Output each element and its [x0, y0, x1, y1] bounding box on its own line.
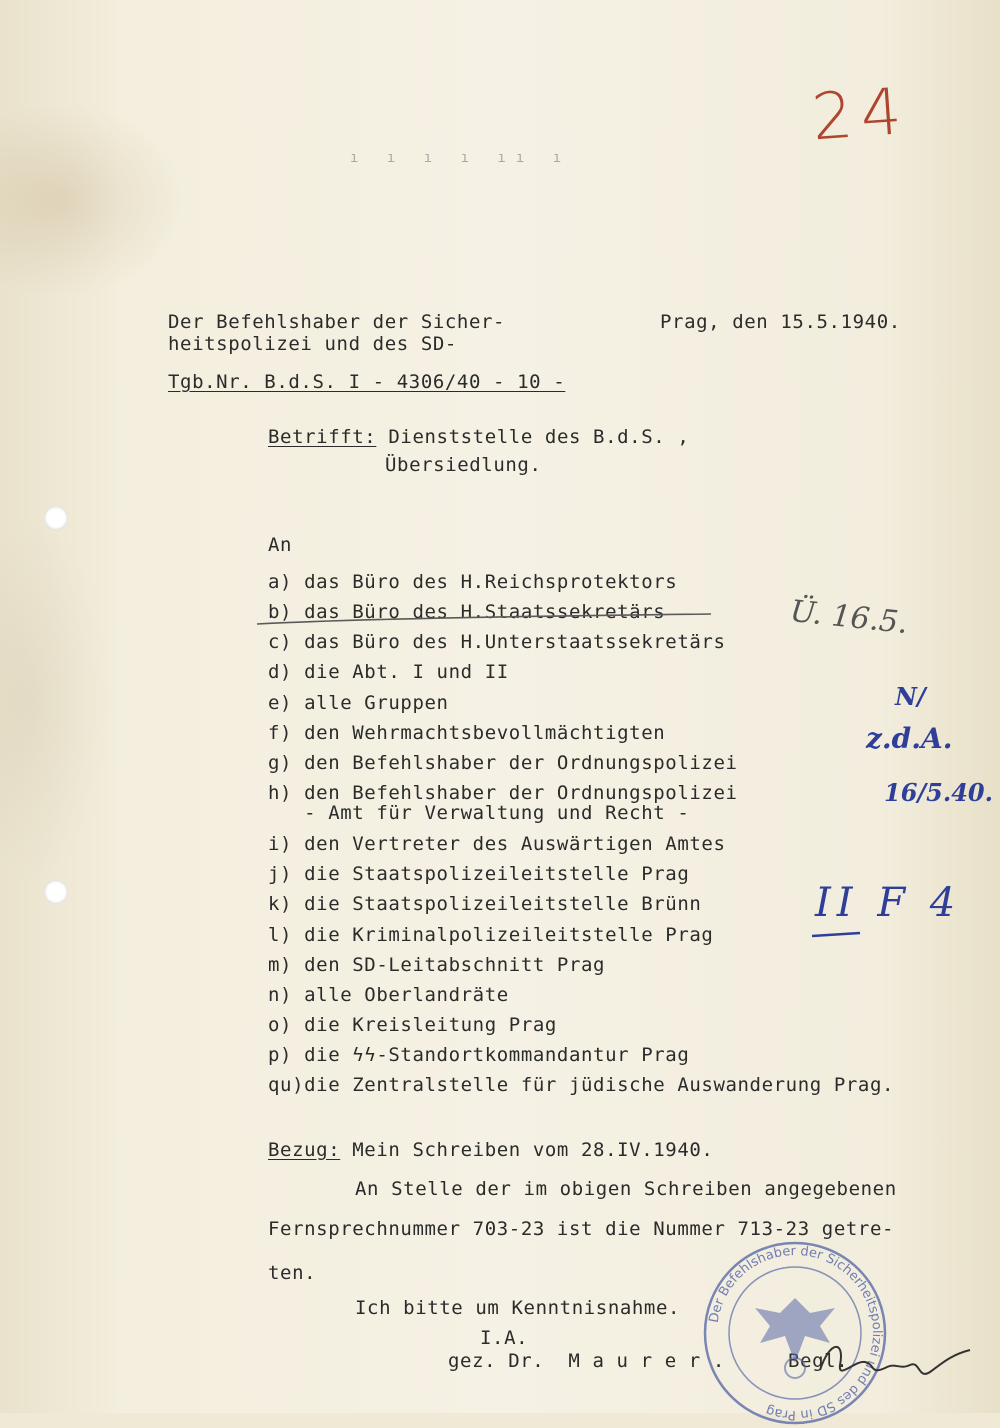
subject-label: Betrifft: [268, 426, 377, 448]
faded-marks: ı ı ı ı ıı ı [350, 150, 572, 166]
addressee-item: h) den Befehlshaber der Ordnungspolizei [268, 782, 738, 804]
addressee-item: qu)die Zentralstelle für jüdische Auswanderung Prag. [268, 1074, 895, 1096]
addressee-item: f) den Wehrmachtsbevollmächtigten [268, 722, 666, 744]
pencil-annotation: Ü. 16.5. [788, 593, 910, 642]
addressee-item: i) den Vertreter des Auswärtigen Amtes [268, 833, 726, 855]
addressee-item: m) den SD-Leitabschnitt Prag [268, 954, 606, 976]
sender-line-2: heitspolizei und des SD- [168, 333, 457, 355]
subject-line-2: Übersiedlung. [385, 454, 542, 476]
blue-annotation-1: N/ [895, 682, 926, 711]
reference-label: Bezug: [268, 1139, 341, 1161]
place-date: Prag, den 15.5.1940. [660, 311, 901, 333]
addressee-item: a) das Büro des H.Reichsprotektors [268, 571, 678, 593]
addressee-item: o) die Kreisleitung Prag [268, 1014, 557, 1036]
handwritten-signature [800, 1320, 980, 1400]
addressee-item: n) alle Oberlandräte [268, 984, 509, 1006]
addressee-item: b) das Büro des H.Staatssekretärs [268, 601, 666, 623]
punch-hole-top [44, 506, 68, 530]
body-line-2: Fernsprechnummer 703-23 ist die Nummer 713-23 getre- [268, 1218, 895, 1240]
addressee-item: d) die Abt. I und II [268, 661, 509, 683]
reference-number: Tgb.Nr. B.d.S. I - 4306/40 - 10 - [168, 371, 566, 393]
blue-file-underline [810, 928, 870, 942]
blue-annotation-3: 16/5.40. [884, 778, 993, 807]
addressee-item: g) den Befehlshaber der Ordnungspolizei [268, 752, 738, 774]
subject-text-1: Dienststelle des B.d.S. , [376, 426, 690, 448]
closing-signature: gez. Dr. M a u r e r . [448, 1350, 725, 1372]
sender-line-1: Der Befehlshaber der Sicher- [168, 311, 506, 333]
addressee-item: c) das Büro des H.Unterstaatssekretärs [268, 631, 726, 653]
stamp-text: Der Befehlshaber der Sicherheitspolizei und des SD in Prag [706, 1243, 885, 1423]
addressee-item: k) die Staatspolizeileitstelle Brünn [268, 893, 702, 915]
addressees-intro: An [268, 534, 293, 556]
pencil-strike-line [255, 610, 715, 630]
body-line-1: An Stelle der im obigen Schreiben angegebenen [355, 1178, 897, 1200]
punch-hole-bottom [44, 880, 68, 904]
addressee-item: j) die Staatspolizeileitstelle Prag [268, 863, 690, 885]
addressee-item: e) alle Gruppen [268, 692, 449, 714]
reference-line [268, 1139, 713, 1161]
body-line-3: ten. [268, 1262, 317, 1284]
addressee-item: - Amt für Verwaltung und Recht - [268, 802, 690, 824]
subject-line-1 [268, 426, 689, 448]
addressee-item: p) die ϟϟ-Standortkommandantur Prag [268, 1044, 690, 1066]
folio-number: 24 [809, 74, 912, 156]
addressee-item: l) die Kriminalpolizeileitstelle Prag [268, 924, 714, 946]
closing-request: Ich bitte um Kenntnisnahme. [355, 1297, 681, 1319]
reference-text: Mein Schreiben vom 28.IV.1940. [340, 1139, 714, 1161]
closing-certified: Begl. [788, 1350, 849, 1372]
closing-ia: I.A. [480, 1327, 529, 1349]
blue-annotation-2: z.d.A. [866, 722, 953, 755]
blue-file-number: II F 4 [815, 880, 962, 926]
